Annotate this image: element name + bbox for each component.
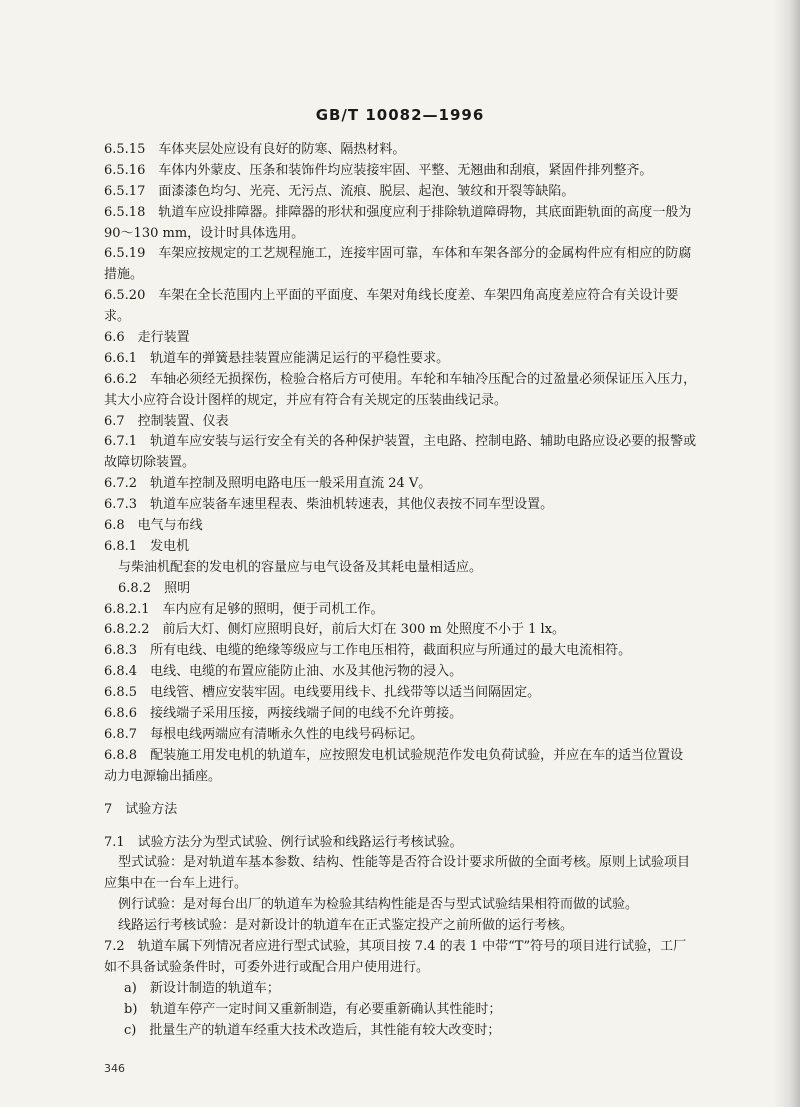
scan-edge-shadow (774, 0, 800, 1107)
text-line: 6.8.6 接线端子采用压接，两接线端子间的电线不允许剪接。 (104, 706, 463, 722)
text-line: 6.8.7 每根电线两端应有清晰永久性的电线号码标记。 (104, 726, 424, 742)
text-line: 6.5.15 车体夹层处应设有良好的防寒、隔热材料。 (104, 142, 406, 157)
text-line: 6.7 控制装置、仪表 (104, 413, 229, 429)
text-line: b) 轨道车停产一定时间又重新制造，有必要重新确认其性能时； (124, 1001, 502, 1017)
text-line: 线路运行考核试验：是对新设计的轨道车在正式鉴定投产之前所做的运行考核。 (118, 918, 574, 934)
text-line: a) 新设计制造的轨道车； (124, 980, 280, 996)
text-line: 6.6.2 车轴必须经无损探伤，检验合格后方可使用。车轮和车轴冷压配合的过盈量必须保证压入压力， (104, 371, 697, 387)
text-line: 6.8.3 所有电线、电缆的绝缘等级应与工作电压相符，截面积应与所通过的最大电流相符。 (104, 643, 632, 659)
page-number: 346 (104, 1062, 125, 1075)
text-line: 动力电源输出插座。 (104, 768, 222, 784)
text-line: 6.7.1 轨道车应安装与运行安全有关的各种保护装置，主电路、控制电路、辅助电路应设必要的报警或 (104, 434, 697, 450)
text-line: 型式试验：是对轨道车基本参数、结构、性能等是否符合设计要求所做的全面考核。原则上试验项目 (118, 855, 691, 871)
text-line: 6.5.18 轨道车应设排障器。排障器的形状和强度应利于排除轨道障碍物，其底面距轨面的高度一般为 (104, 204, 692, 220)
text-line: 6.8 电气与布线 (104, 518, 203, 534)
text-line: 与柴油机配套的发电机的容量应与电气设备及其耗电量相适应。 (118, 559, 483, 575)
text-line: 6.7.2 轨道车控制及照明电路电压一般采用直流 24 V。 (104, 476, 432, 492)
text-line: 6.7.3 轨道车应装备车速里程表、柴油机转速表，其他仪表按不同车型设置。 (104, 497, 554, 513)
text-line: 6.8.2 照明 (118, 580, 191, 596)
text-line: 6.8.1 发电机 (104, 538, 190, 554)
text-line: 90～130 mm，设计时具体选用。 (104, 225, 305, 241)
document-body (104, 140, 744, 1041)
text-line: 6.5.20 车架在全长范围内上平面的平面度、车架对角线长度差、车架四角高度差应符合有关设计要 (104, 288, 679, 304)
text-line: 6.8.8 配装施工用发电机的轨道车，应按照发电机试验规范作发电负荷试验，并应在车的适当位置设 (104, 747, 684, 763)
text-line: 6.5.17 面漆漆色均匀、光亮、无污点、流痕、脱层、起泡、皱纹和开裂等缺陷。 (104, 183, 575, 199)
text-line: 7.2 轨道车属下列情况者应进行型式试验，其项目按 7.4 的表 1 中带“T”符号的项目进行试验，工厂 (104, 938, 687, 954)
text-line: 7.1 试验方法分为型式试验、例行试验和线路运行考核试验。 (104, 834, 463, 850)
text-line: 其大小应符合设计图样的规定，并应有符合有关规定的压装曲线记录。 (104, 392, 508, 408)
text-line: 6.8.2.1 车内应有足够的照明，便于司机工作。 (104, 601, 384, 617)
text-line: 6.8.2.2 前后大灯、侧灯应照明良好，前后大灯在 300 m 处照度不小于 1 lx。 (104, 622, 566, 638)
text-line: 6.5.19 车架应按规定的工艺规程施工，连接牢固可靠，车体和车架各部分的金属构件应有相应的防腐 (104, 246, 692, 262)
text-line: 措施。 (104, 267, 144, 283)
text-line: 6.8.5 电线管、槽应安装牢固。电线要用线卡、扎线带等以适当间隔固定。 (104, 685, 541, 701)
text-line: c) 批量生产的轨道车经重大技术改造后，其性能有较大改变时； (124, 1022, 501, 1038)
text-line: 求。 (104, 309, 131, 325)
text-line: 6.6 走行装置 (104, 330, 190, 346)
text-line: 6.8.4 电线、电缆的布置应能防止油、水及其他污物的浸入。 (104, 664, 463, 680)
text-line: 故障切除装置。 (104, 455, 196, 471)
paragraph-gap (104, 788, 744, 800)
standard-code-header: GB/T 10082—1996 (315, 106, 485, 124)
text-line: 6.6.1 轨道车的弹簧悬挂装置应能满足运行的平稳性要求。 (104, 350, 450, 366)
text-line: 7 试验方法 (104, 801, 178, 817)
paragraph-gap (104, 821, 744, 833)
text-line: 例行试验：是对每台出厂的轨道车为检验其结构性能是否与型式试验结果相符而做的试验。 (118, 897, 639, 913)
text-line: 如不具备试验条件时，可委外进行或配合用户使用进行。 (104, 959, 430, 975)
text-line: 应集中在一台车上进行。 (104, 876, 248, 892)
text-line: 6.5.16 车体内外蒙皮、压条和装饰件均应装接牢固、平整、无翘曲和刮痕，紧固件排列整齐。 (104, 162, 653, 178)
